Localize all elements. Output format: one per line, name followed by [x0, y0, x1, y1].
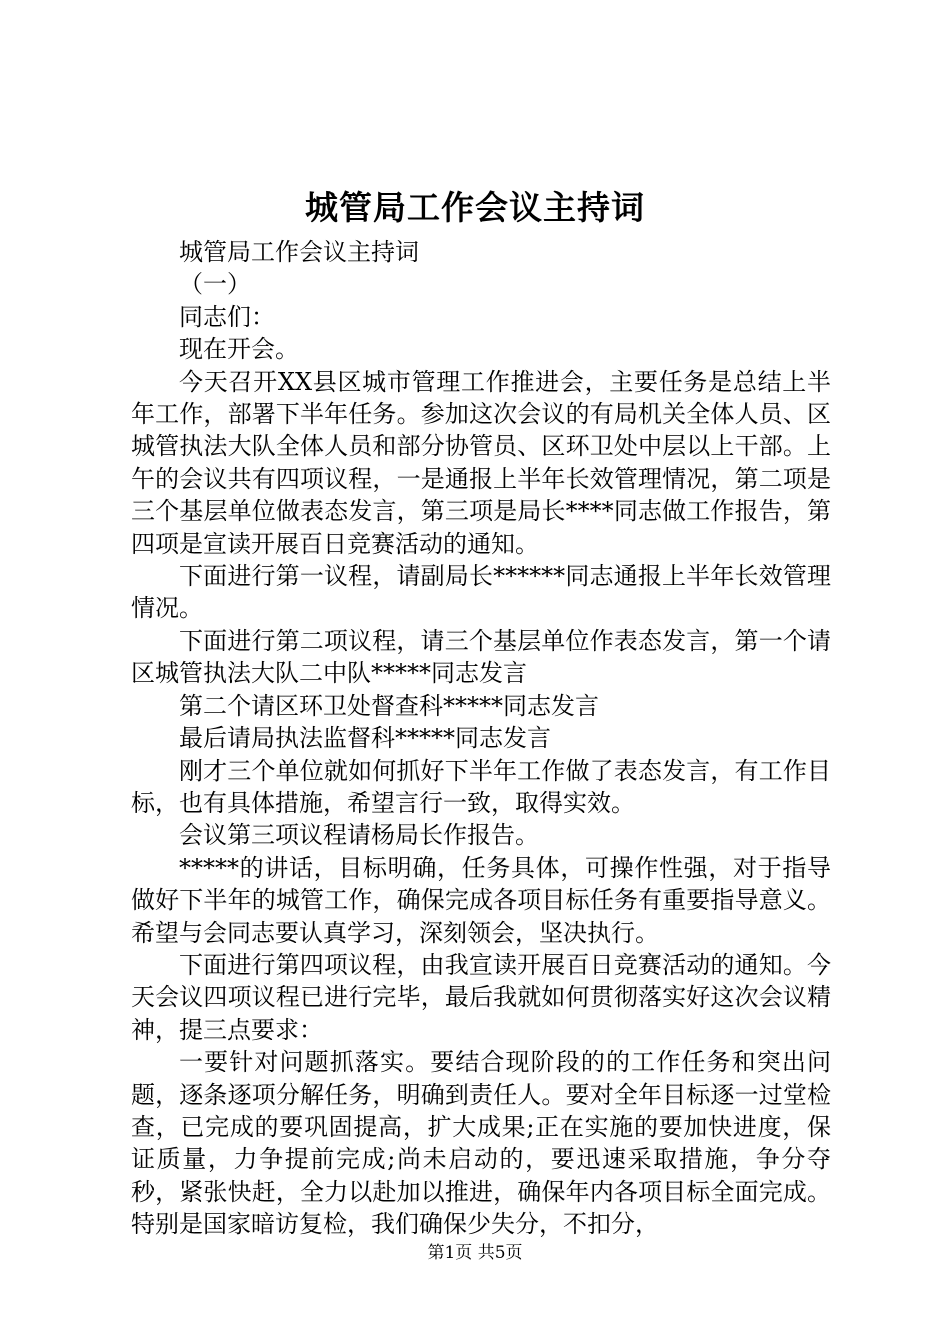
paragraph: 会议第三项议程请杨局长作报告。: [179, 821, 539, 850]
paragraph: （一）: [179, 270, 251, 299]
document-body: [131, 236, 831, 1241]
paragraph: 下面进行第一议程，请副局长******同志通报上半年长效管理情况。: [131, 562, 831, 623]
document-title: 城管局工作会议主持词: [305, 188, 645, 227]
paragraph: 一要针对问题抓落实。要结合现阶段的的工作任务和突出问题，逐条逐项分解任务，明确到责任人。要对全年目标逐一过堂检查，已完成的要巩固提高，扩大成果;正在实施的要加快进度，保证质量，力争提前完成;尚未启动的，要迅速采取措施，争分夺秒，紧张快赶，全力以赴加以推进，确保年内各项目标全面完成。特别是国家暗访复检，我们确保少失分，不扣分，: [131, 1048, 831, 1239]
paragraph: *****的讲话，目标明确，任务具体，可操作性强，对于指导做好下半年的城管工作，确保完成各项目标任务有重要指导意义。希望与会同志要认真学习，深刻领会，坚决执行。: [131, 853, 831, 947]
paragraph: 下面进行第二项议程，请三个基层单位作表态发言，第一个请区城管执法大队二中队*****同志发言: [131, 626, 831, 688]
paragraph: 今天召开XX县区城市管理工作推进会，主要任务是总结上半年工作，部署下半年任务。参加这次会议的有局机关全体人员、区城管执法大队全体人员和部分协管员、区环卫处中层以上干部。上午的会议共有四项议程，一是通报上半年长效管理情况，第二项是三个基层单位做表态发言，第三项是局长****同志做工作报告，第四项是宣读开展百日竞赛活动的通知。: [131, 367, 831, 558]
paragraph: 城管局工作会议主持词: [179, 238, 419, 266]
paragraph: 同志们：: [179, 302, 275, 331]
paragraph: 第二个请区环卫处督查科*****同志发言: [179, 691, 599, 720]
paragraph: 刚才三个单位就如何抓好下半年工作做了表态发言，有工作目标，也有具体措施，希望言行一致，取得实效。: [131, 756, 831, 817]
paragraph: 最后请局执法监督科*****同志发言: [179, 724, 551, 753]
page-footer: 第1页 共5页: [427, 1243, 523, 1263]
paragraph: 现在开会。: [179, 335, 299, 364]
paragraph: 下面进行第四项议程，由我宣读开展百日竞赛活动的通知。今天会议四项议程已进行完毕，最后我就如何贯彻落实好这次会议精神，提三点要求：: [131, 950, 831, 1044]
